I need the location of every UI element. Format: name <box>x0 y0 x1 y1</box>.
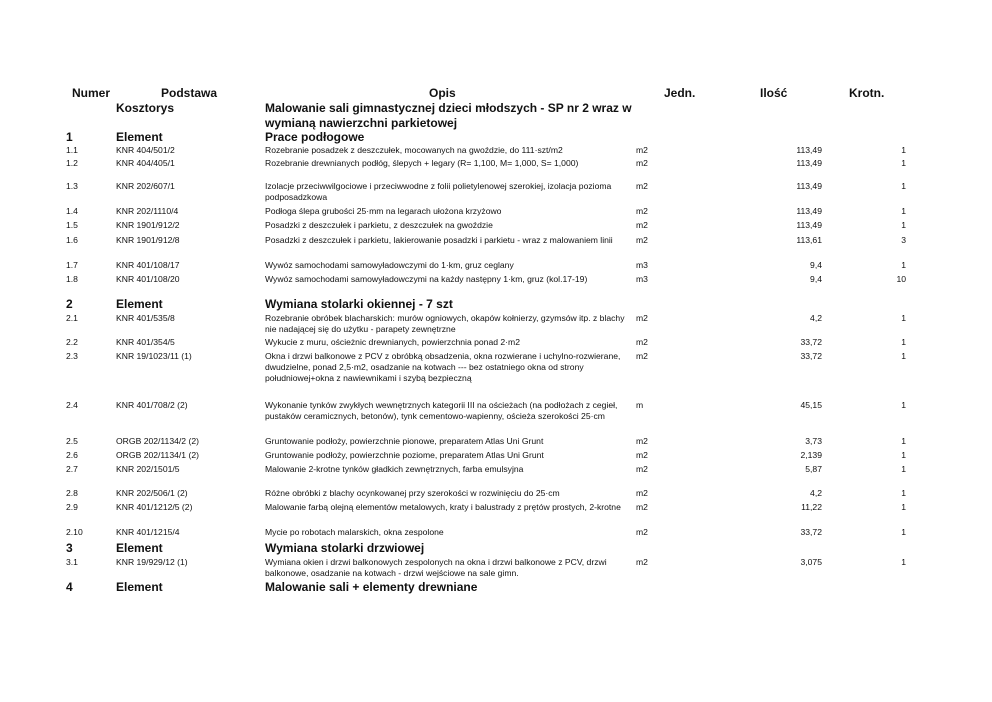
row-number: 3.1 <box>66 557 78 567</box>
row-description: Posadzki z deszczułek i parkietu, z deszczułek na gwoździe <box>265 220 493 230</box>
section-element-label: Element <box>116 580 163 594</box>
row-multiplier: 3 <box>901 235 906 245</box>
row-code: KNR 1901/912/2 <box>116 220 180 230</box>
row-description: Malowanie 2-krotne tynków gładkich zewnętrznych, farba emulsyjna <box>265 464 524 474</box>
row-code: KNR 19/1023/11 (1) <box>116 351 192 361</box>
row-unit: m3 <box>636 260 648 270</box>
row-description: Posadzki z deszczułek i parkietu, lakierowanie posadzki i parkietu - wraz z malowaniem linii <box>265 235 613 245</box>
row-number: 1.2 <box>66 158 78 168</box>
header-krotn: Krotn. <box>849 86 885 100</box>
row-unit: m2 <box>636 220 648 230</box>
row-code: KNR 202/506/1 (2) <box>116 488 188 498</box>
row-quantity: 2,139 <box>800 450 822 460</box>
row-code: KNR 401/708/2 (2) <box>116 400 188 410</box>
row-code: KNR 202/607/1 <box>116 181 175 191</box>
row-unit: m2 <box>636 313 648 323</box>
row-unit: m2 <box>636 181 648 191</box>
row-code: KNR 404/405/1 <box>116 158 175 168</box>
row-quantity: 45,15 <box>800 400 822 410</box>
row-unit: m2 <box>636 488 648 498</box>
row-quantity: 113,49 <box>796 181 822 191</box>
row-quantity: 33,72 <box>800 351 822 361</box>
row-number: 2.3 <box>66 351 78 361</box>
row-number: 2.10 <box>66 527 83 537</box>
row-number: 1.3 <box>66 181 78 191</box>
row-number: 2.8 <box>66 488 78 498</box>
row-number: 1.7 <box>66 260 78 270</box>
row-quantity: 11,22 <box>801 502 822 512</box>
row-description: Mycie po robotach malarskich, okna zespolone <box>265 527 444 537</box>
row-code: KNR 1901/912/8 <box>116 235 180 245</box>
row-multiplier: 10 <box>896 274 906 284</box>
row-description: Wykucie z muru, ościeżnic drewnianych, powierzchnia ponad 2·m2 <box>265 337 520 347</box>
row-unit: m2 <box>636 337 648 347</box>
row-code: KNR 401/108/20 <box>116 274 180 284</box>
row-unit: m2 <box>636 502 648 512</box>
row-quantity: 4,2 <box>810 313 822 323</box>
row-description: Wywóz samochodami samowyładowczymi na każdy następny 1·km, gruz (kol.17-19) <box>265 274 588 284</box>
row-multiplier: 1 <box>901 260 906 270</box>
row-multiplier: 1 <box>901 502 906 512</box>
section-element-label: Element <box>116 130 163 144</box>
section-title: Wymiana stolarki okiennej - 7 szt <box>265 297 453 311</box>
row-number: 1.1 <box>66 145 78 155</box>
row-code: ORGB 202/1134/2 (2) <box>116 436 199 446</box>
row-description: Rozebranie drewnianych podłóg, ślepych + legary (R= 1,100, M= 1,000, S= 1,000) <box>265 158 579 168</box>
row-multiplier: 1 <box>901 557 906 567</box>
row-multiplier: 1 <box>901 464 906 474</box>
row-quantity: 9,4 <box>810 260 822 270</box>
row-multiplier: 1 <box>901 220 906 230</box>
row-unit: m2 <box>636 145 648 155</box>
row-code: KNR 401/354/5 <box>116 337 175 347</box>
row-multiplier: 1 <box>901 145 906 155</box>
row-quantity: 33,72 <box>800 337 822 347</box>
section-number: 4 <box>66 580 73 594</box>
row-quantity: 113,49 <box>796 158 822 168</box>
row-quantity: 4,2 <box>810 488 822 498</box>
row-multiplier: 1 <box>901 450 906 460</box>
row-number: 2.1 <box>66 313 78 323</box>
row-description: Gruntowanie podłoży, powierzchnie pionowe, preparatem Atlas Uni Grunt <box>265 436 544 446</box>
row-unit: m2 <box>636 464 648 474</box>
row-code: ORGB 202/1134/1 (2) <box>116 450 199 460</box>
row-unit: m2 <box>636 436 648 446</box>
row-multiplier: 1 <box>901 527 906 537</box>
header-jedn: Jedn. <box>664 86 696 100</box>
row-code: KNR 202/1110/4 <box>116 206 179 216</box>
row-description: Wywóz samochodami samowyładowczymi do 1·km, gruz ceglany <box>265 260 514 270</box>
document-title-line2: wymianą nawierzchni parkietowej <box>265 116 458 130</box>
row-multiplier: 1 <box>901 436 906 446</box>
header-kosztorys: Kosztorys <box>116 101 175 115</box>
row-quantity: 33,72 <box>800 527 822 537</box>
row-quantity: 3,73 <box>805 436 822 446</box>
row-description: Izolacje przeciwwilgociowe i przeciwwodne z folii polietylenowej szerokiej, izolacja pozioma podposadzkowa <box>265 181 612 202</box>
row-quantity: 5,87 <box>805 464 822 474</box>
section-title: Wymiana stolarki drzwiowej <box>265 541 425 555</box>
row-unit: m2 <box>636 158 648 168</box>
row-multiplier: 1 <box>901 181 906 191</box>
row-code: KNR 401/1215/4 <box>116 527 180 537</box>
header-numer: Numer <box>72 86 111 100</box>
row-code: KNR 401/108/17 <box>116 260 180 270</box>
row-code: KNR 202/1501/5 <box>116 464 180 474</box>
row-description: Rozebranie obróbek blacharskich: murów ogniowych, okapów kołnierzy, gzymsów itp. z blachy nie nadającej się do użytku - parapety zewnętrzne <box>265 313 625 334</box>
row-number: 2.6 <box>66 450 78 460</box>
row-quantity: 9,4 <box>810 274 822 284</box>
section-number: 3 <box>66 541 73 555</box>
section-number: 2 <box>66 297 73 311</box>
row-code: KNR 401/535/8 <box>116 313 175 323</box>
section-title: Prace podłogowe <box>265 130 365 144</box>
row-multiplier: 1 <box>901 351 906 361</box>
section-element-label: Element <box>116 297 163 311</box>
row-description: Wymiana okien i drzwi balkonowych zespolonych na okna i drzwi balkonowe z PCV, drzwi balkonowe, osadzanie na kotwach - drzwi wejściowe na sale gimn. <box>265 557 607 578</box>
row-number: 1.8 <box>66 274 78 284</box>
document-title-line1: Malowanie sali gimnastycznej dzieci młodszych - SP nr 2 wraz w <box>265 101 632 115</box>
row-code: KNR 19/929/12 (1) <box>116 557 188 567</box>
header-ilosc: Ilość <box>760 86 788 100</box>
row-multiplier: 1 <box>901 400 906 410</box>
header-opis: Opis <box>429 86 456 100</box>
row-number: 1.4 <box>66 206 78 216</box>
row-code: KNR 401/1212/5 (2) <box>116 502 193 512</box>
row-quantity: 113,49 <box>796 220 822 230</box>
row-multiplier: 1 <box>901 313 906 323</box>
row-code: KNR 404/501/2 <box>116 145 175 155</box>
row-description: Wykonanie tynków zwykłych wewnętrznych kategorii III na ościeżach (na podłożach z cegieł, pustaków ceramicznych, betonów), tynk cementowo-wapienny, ościeża szerokości 25·cm <box>265 400 618 421</box>
row-unit: m2 <box>636 235 648 245</box>
row-unit: m2 <box>636 557 648 567</box>
row-description: Różne obróbki z blachy ocynkowanej przy szerokości w rozwinięciu do 25·cm <box>265 488 560 498</box>
row-quantity: 113,61 <box>796 235 822 245</box>
row-number: 2.4 <box>66 400 78 410</box>
row-unit: m3 <box>636 274 648 284</box>
row-multiplier: 1 <box>901 158 906 168</box>
header-podstawa: Podstawa <box>161 86 218 100</box>
row-number: 2.7 <box>66 464 78 474</box>
section-title: Malowanie sali + elementy drewniane <box>265 580 478 594</box>
section-number: 1 <box>66 130 73 144</box>
row-unit: m2 <box>636 351 648 361</box>
row-unit: m <box>636 400 644 410</box>
row-number: 2.2 <box>66 337 78 347</box>
row-description: Gruntowanie podłoży, powierzchnie poziome, preparatem Atlas Uni Grunt <box>265 450 544 460</box>
row-unit: m2 <box>636 206 648 216</box>
row-quantity: 113,49 <box>796 206 822 216</box>
row-quantity: 113,49 <box>796 145 822 155</box>
row-multiplier: 1 <box>901 206 906 216</box>
row-description: Malowanie farbą olejną elementów metalowych, kraty i balustrady z prętów prostych, 2-krotne <box>265 502 621 512</box>
row-number: 1.5 <box>66 220 78 230</box>
row-description: Podłoga ślepa grubości 25·mm na legarach ułożona krzyżowo <box>265 206 502 216</box>
row-unit: m2 <box>636 527 648 537</box>
row-multiplier: 1 <box>901 488 906 498</box>
row-quantity: 3,075 <box>800 557 822 567</box>
row-number: 2.5 <box>66 436 78 446</box>
row-unit: m2 <box>636 450 648 460</box>
row-description: Okna i drzwi balkonowe z PCV z obróbką obsadzenia, okna rozwierane i uchylno-rozwierane, dwudzielne, ponad 2,5·m2, osadzanie na kotwach --- bez ostatniego okna od strony południowej+okna z nawiewnikami i szybą bezpieczną <box>265 351 621 383</box>
row-number: 2.9 <box>66 502 78 512</box>
row-multiplier: 1 <box>901 337 906 347</box>
row-number: 1.6 <box>66 235 78 245</box>
section-element-label: Element <box>116 541 163 555</box>
row-description: Rozebranie posadzek z deszczułek, mocowanych na gwoździe, do 111·szt/m2 <box>265 145 563 155</box>
